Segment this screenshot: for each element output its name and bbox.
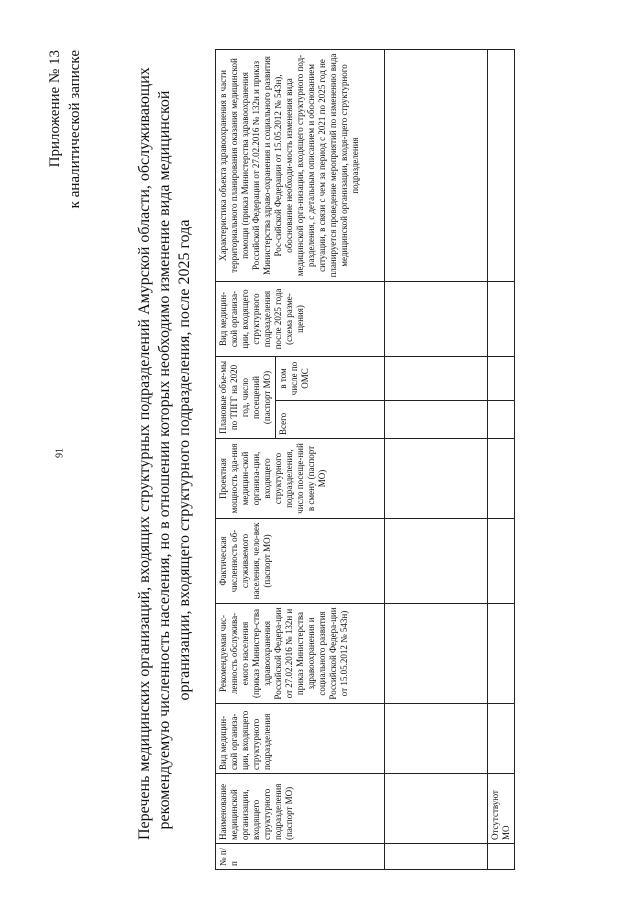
title-line-3: организации, входящего структурного подразделения, после 2025 года	[176, 219, 193, 701]
header-type-after: Вид медицин-ской организа-ции, входящего структурного подразделения после 2025 года (схема разме-щения)	[216, 282, 385, 357]
table-cell	[385, 282, 488, 357]
header-planned-oms: в том числе по ОМС	[276, 357, 385, 401]
table-row	[385, 50, 488, 870]
rotated-page-content	[35, 40, 615, 880]
title-line-1: Перечень медицинских организаций, входящих структурных подразделений Амурской области, обслуживающих	[136, 67, 153, 840]
table-cell	[385, 604, 488, 704]
table-cell	[385, 357, 488, 401]
organizations-table	[215, 49, 515, 870]
appendix-number: Приложение № 13	[47, 50, 63, 168]
table-cell	[488, 357, 515, 401]
page-number: 91	[54, 448, 66, 458]
table-cell	[488, 50, 515, 282]
table-cell	[385, 439, 488, 519]
table-cell	[488, 604, 515, 704]
table-cell	[385, 401, 488, 439]
header-type: Вид медицин-ской организа-ции, входящего структурного подразделения	[216, 704, 385, 774]
table-cell	[488, 439, 515, 519]
header-name: Наименование медицинской организации, входящего структурного подразделения (паспорт МО)	[216, 774, 385, 844]
header-characteristic: Характеристика объекта здравоохранения в части территориального планирования оказания медицинской помощи (приказ Министерства здравоохранения Российской Федерации от 27.02.2016 № 132н и приказ Министерства здраво-охранения и социального развития Рос-сийской Федерации от 15.05.2012 № 543н), обоснование необходи-мость изменения вида медицинской орга-низации, входящего структурного под-разделения, с детальным описанием и обоснованием ситуации, в связи с чем за период с 2021 по 2025 год не планируется проведение мероприятий по изменению вида медицинской организации, входя-щего структурного подразделения	[216, 50, 385, 282]
table-cell	[488, 704, 515, 774]
header-planned: Плановые объе-мы по ТПГГ на 2020 год, число посещений (паспорт МО)	[216, 357, 276, 439]
header-capacity: Проектная мощность зда-ния медицин-ской организа-ции, входящего структурного подразделения, число посеще-ний в смену (паспорт МО)	[216, 439, 385, 519]
table-cell	[488, 282, 515, 357]
header-planned-total: Всего	[276, 401, 385, 439]
header-actual: Фактическая численность об-служиваемого населения, чело-век (паспорт МО)	[216, 519, 385, 604]
title-line-2: рекомендуемую численность населения, но в отношении которых необходимо изменение вида медицинской	[156, 90, 173, 830]
table-cell	[385, 50, 488, 282]
appendix-caption: к аналитической записке	[67, 50, 83, 209]
table-cell	[488, 844, 515, 870]
table-cell	[385, 774, 488, 844]
header-num: № п/п	[216, 844, 385, 870]
table-header-row	[216, 50, 276, 870]
table-cell	[385, 844, 488, 870]
header-recommended: Рекомендуемая чис-ленность обслужива-емого населения (приказ Министер-ства здравоохранения Российской Федера-ции от 27.02.2016 № 132н и приказ Министерства здравоохранения и социального развития Российской Федера-ции от 15.05.2012 № 543н)	[216, 604, 385, 704]
document-title	[135, 67, 195, 840]
row-name-cell: Отсутствуют МО	[488, 774, 515, 844]
table-cell	[385, 704, 488, 774]
table-cell	[488, 519, 515, 604]
table-cell	[488, 401, 515, 439]
table-cell	[385, 519, 488, 604]
table-row	[488, 50, 515, 870]
